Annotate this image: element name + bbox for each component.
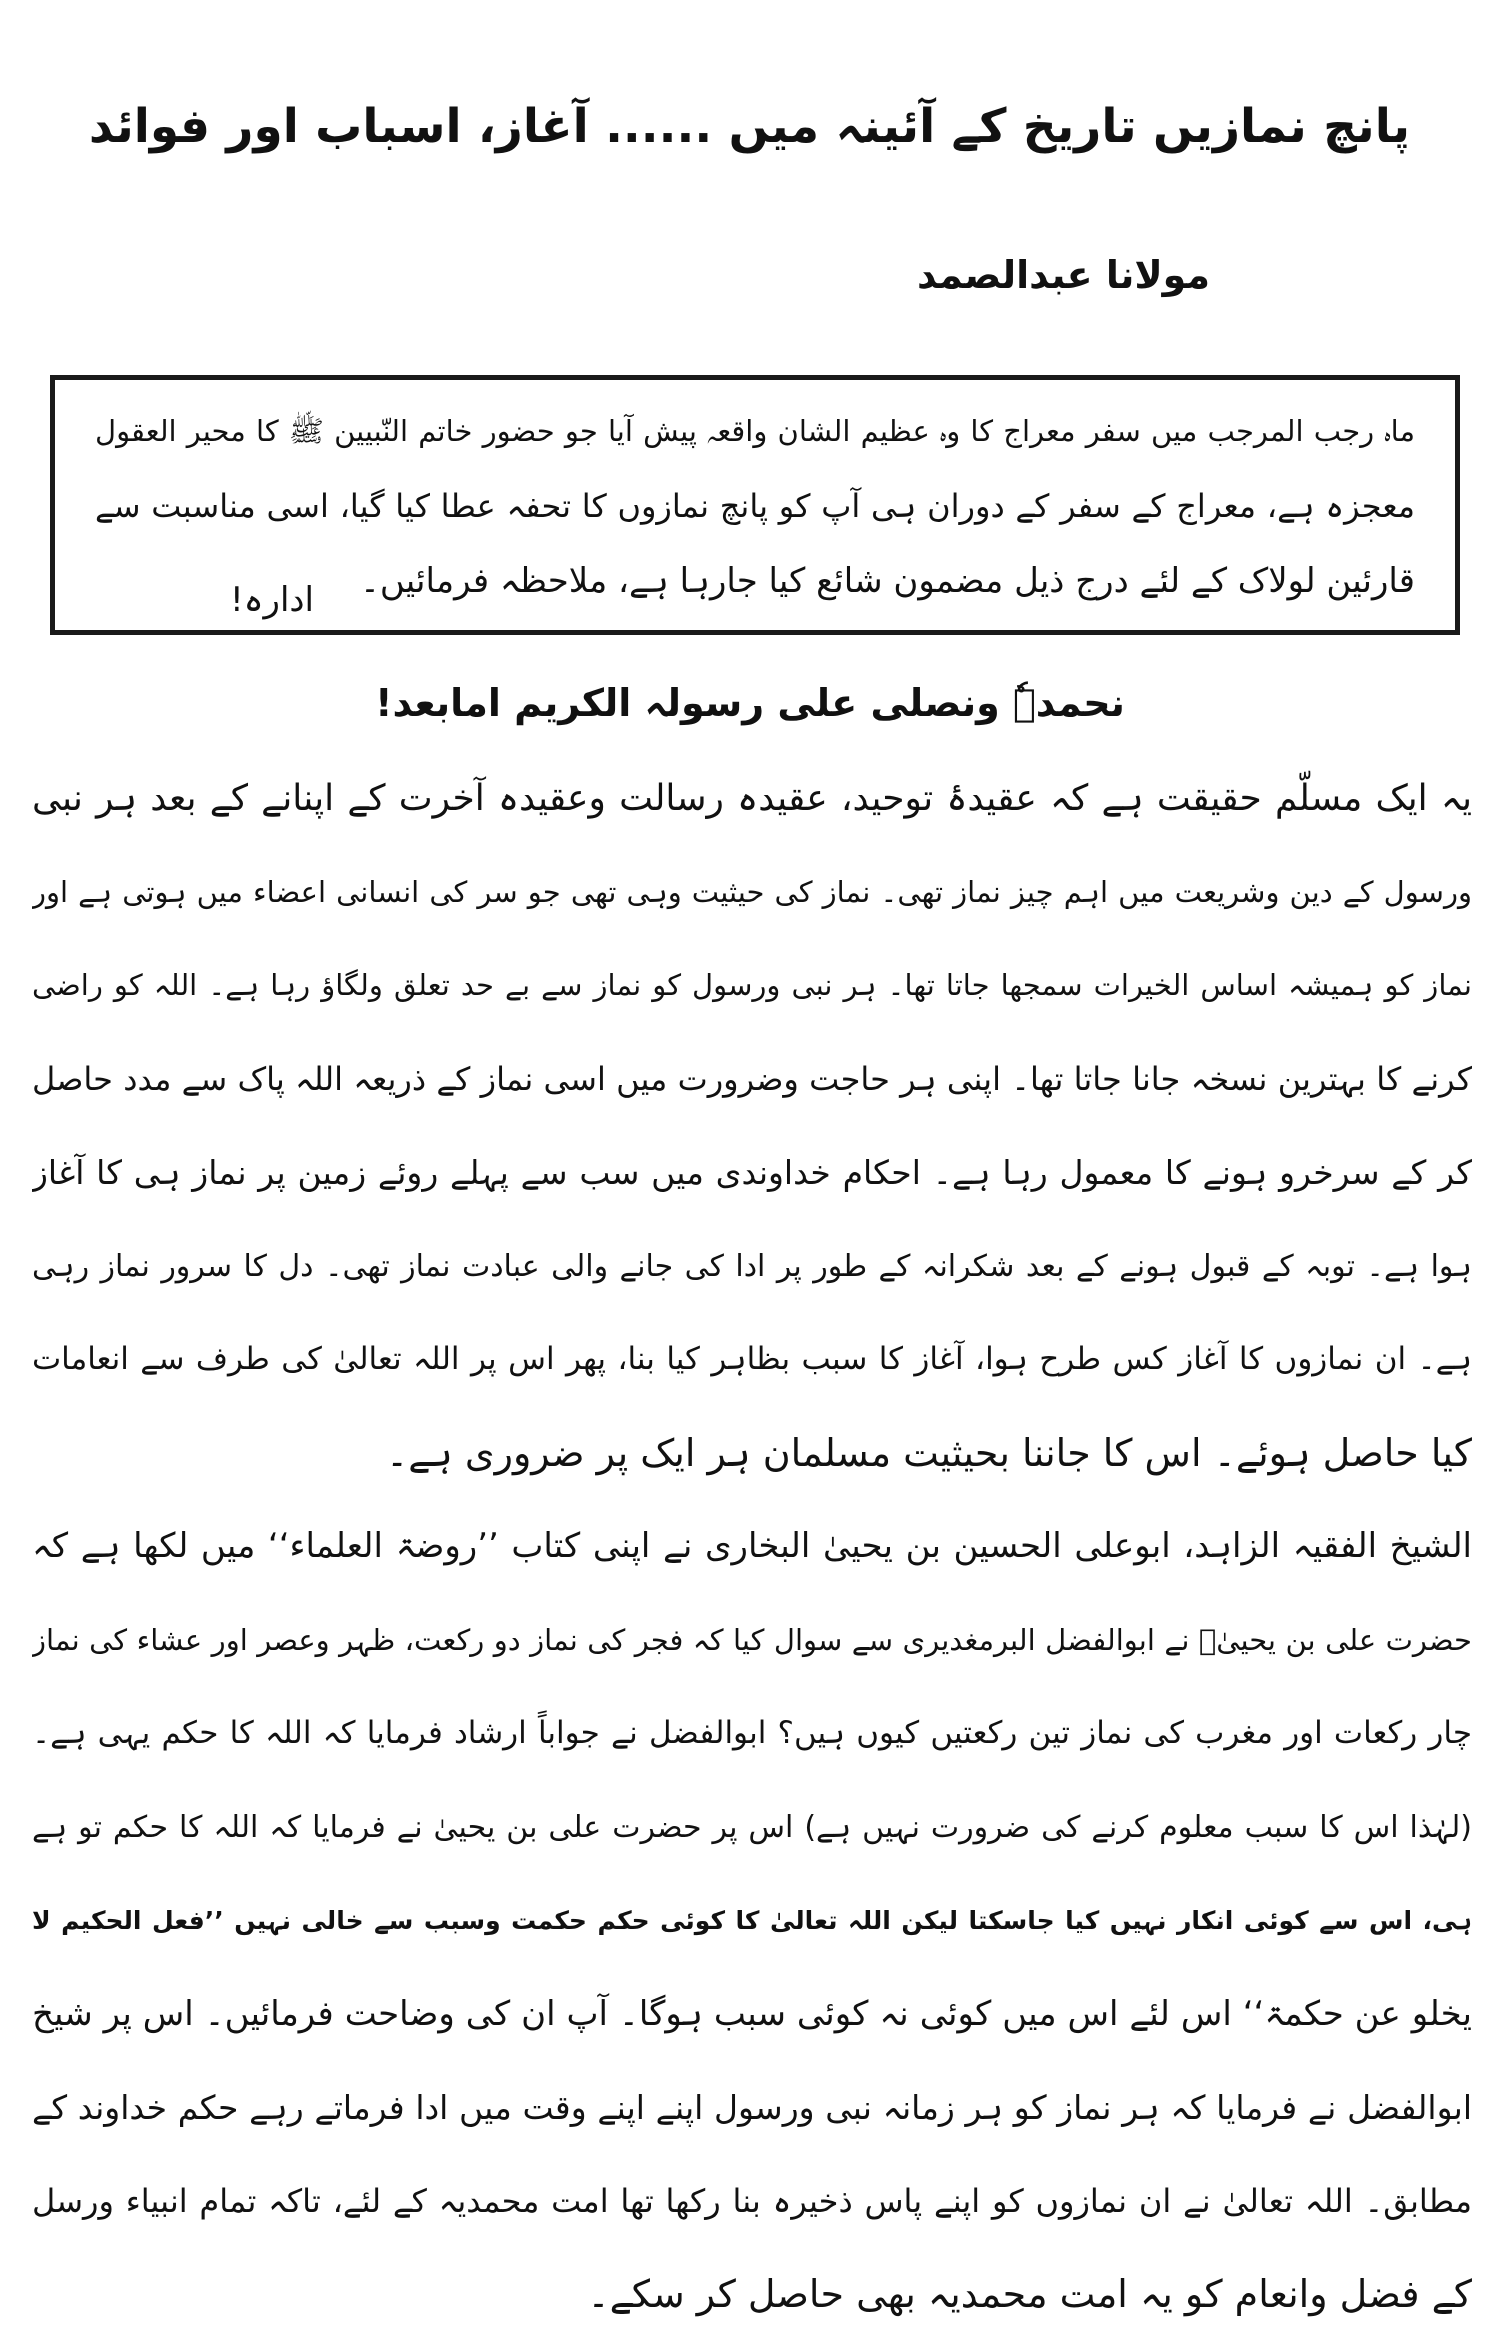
body-line: ورسول کے دین وشریعت میں اہم چیز نماز تھی۔ نماز کی حیثیت وہی تھی جو سر کی انسانی اعضاء میں ہوتی ہے اور <box>32 874 1472 909</box>
body-line: یہ ایک مسلّم حقیقت ہے کہ عقیدۂ توحید، عقیدہ رسالت وعقیدہ آخرت کے اپنانے کے بعد ہر نبی <box>32 778 1472 819</box>
body-line: کرنے کا بہترین نسخہ جانا جاتا تھا۔ اپنی ہر حاجت وضرورت میں اسی نماز کے ذریعہ اللہ پاک سے مدد حاصل <box>32 1059 1472 1098</box>
editor-note-line: ماہ رجب المرجب میں سفر معراج کا وہ عظیم الشان واقعہ پیش آیا جو حضور خاتم النّبیین ﷺ کا محیر العقول <box>95 414 1415 448</box>
body-line: یخلو عن حکمۃ‘‘ اس لئے اس میں کوئی نہ کوئی سبب ہوگا۔ آپ ان کی وضاحت فرمائیں۔ اس پر شیخ <box>32 1993 1472 2034</box>
body-line: ہے۔ ان نمازوں کا آغاز کس طرح ہوا، آغاز کا سبب بظاہر کیا بنا، پھر اس پر اللہ تعالیٰ کی طرف سے انعامات <box>32 1341 1472 1377</box>
editor-note-line: معجزہ ہے، معراج کے سفر کے دوران ہی آپ کو پانچ نمازوں کا تحفہ عطا کیا گیا، اسی مناسبت سے <box>95 487 1415 525</box>
body-line: حضرت علی بن یحییٰؒ نے ابوالفضل البرمغدیری سے سوال کیا کہ فجر کی نماز دو رکعت، ظہر وعصر اور عشاء کی نماز <box>32 1622 1472 1657</box>
article-title: پانچ نمازیں تاریخ کے آئینہ میں ...... آغاز، اسباب اور فوائد <box>88 99 1410 154</box>
body-line: کے فضل وانعام کو یہ امت محمدیہ بھی حاصل کر سکے۔ <box>587 2272 1472 2316</box>
body-line: ابوالفضل نے فرمایا کہ ہر نماز کو ہر زمانہ نبی ورسول اپنے اپنے وقت میں ادا فرماتے رہے حکم خداوند کے <box>32 2088 1472 2127</box>
body-line: الشیخ الفقیہ الزاہد، ابوعلی الحسین بن یحییٰ البخاری نے اپنی کتاب ’’روضۃ العلماء‘‘ میں لکھا ہے کہ <box>32 1526 1472 1566</box>
body-line: کیا حاصل ہوئے۔ اس کا جاننا بحیثیت مسلمان ہر ایک پر ضروری ہے۔ <box>385 1430 1472 1475</box>
body-line: چار رکعات اور مغرب کی نماز تین رکعتیں کیوں ہیں؟ ابوالفضل نے جواباً ارشاد فرمایا کہ اللہ کا حکم یہی ہے۔ <box>32 1715 1472 1751</box>
body-line: ہوا ہے۔ توبہ کے قبول ہونے کے بعد شکرانہ کے طور پر ادا کی جانے والی عبادت نماز تھی۔ دل کا سرور نماز رہی <box>32 1248 1472 1284</box>
author-name: مولانا عبدالصمد <box>917 253 1210 297</box>
article-body <box>32 752 1472 2342</box>
editor-note-line: قارئین لولاک کے لئے درج ذیل مضمون شائع کیا جارہا ہے، ملاحظہ فرمائیں۔ <box>359 561 1415 601</box>
body-line: ہی، اس سے کوئی انکار نہیں کیا جاسکتا لیکن اللہ تعالیٰ کا کوئی حکم حکمت وسبب سے خالی نہیں ’’فعل الحکیم لا <box>32 1906 1472 1935</box>
editor-signature: ادارہ! <box>230 580 315 620</box>
salutation-heading: نحمدہٗ ونصلی علی رسولہ الکریم امابعد! <box>375 681 1125 725</box>
body-line: (لہٰذا اس کا سبب معلوم کرنے کی ضرورت نہیں ہے) اس پر حضرت علی بن یحییٰ نے فرمایا کہ اللہ کا حکم تو ہے <box>32 1809 1472 1845</box>
body-line: مطابق۔ اللہ تعالیٰ نے ان نمازوں کو اپنے پاس ذخیرہ بنا رکھا تھا امت محمدیہ کے لئے، تاکہ تمام انبیاء ورسل <box>32 2181 1472 2220</box>
body-line: نماز کو ہمیشہ اساس الخیرات سمجھا جاتا تھا۔ ہر نبی ورسول کو نماز سے بے حد تعلق ولگاؤ رہا ہے۔ اللہ کو راضی <box>32 968 1472 1002</box>
body-line: کر کے سرخرو ہونے کا معمول رہا ہے۔ احکام خداوندی میں سب سے پہلے روئے زمین پر نماز ہی کا آغاز <box>32 1153 1472 1192</box>
